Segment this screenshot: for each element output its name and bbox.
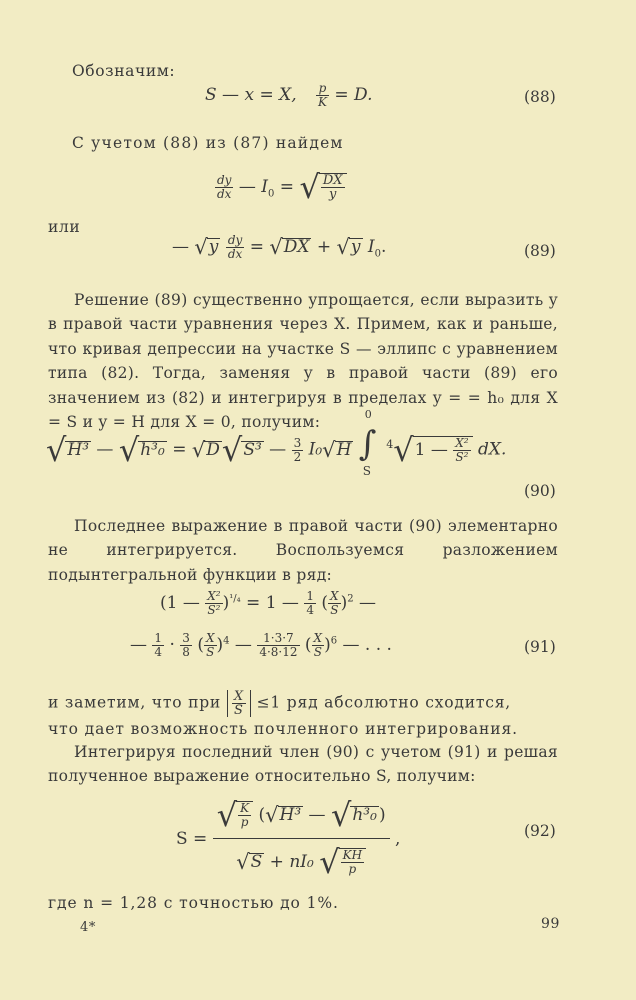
eq88-num: p <box>318 81 327 95</box>
paragraph-solution <box>48 288 558 434</box>
abs-den: S <box>233 703 244 718</box>
eq91-f4n: 1·3·7 <box>257 632 299 646</box>
para3-a: и заметим, что при <box>48 693 222 712</box>
eq90-minus: — <box>91 439 119 460</box>
signature-mark: 4* <box>80 920 96 935</box>
eq92-plus: + nI₀ <box>264 852 314 872</box>
paragraph-solution-text: Решение (89) существенно упрощается, если выразить y в правой части уравнения через X. Примем, как и раньше, что кривая депрессии на участке S — эллипс с уравнением типа (82). Тогда, заменяя y в правой части (89) его значением из (82) и интегрируя в пределах y = = h₀ для X = S и y = H для X = 0, получим: <box>48 291 558 432</box>
eq91-f4d: 4·8·12 <box>259 645 298 659</box>
sqrt-symbol: √ <box>221 430 243 469</box>
eq88-lhs: S — x = X, <box>205 85 297 105</box>
eq91-x2: X² <box>207 589 221 603</box>
eq89-y: y <box>208 237 219 257</box>
para3-b: ≤1 ряд абсолютно сходится, <box>256 693 512 712</box>
integral-lower: S <box>362 464 372 478</box>
intro-label: Обозначим: <box>72 62 176 80</box>
paragraph-series-text: Последнее выражение в правой части (90) элементарно не интегрируется. Воспользуемся разложением подынтегральной функции в ряд: <box>48 517 558 584</box>
eq90-s3: S³ <box>243 439 262 460</box>
eq89-i0: I <box>362 237 375 257</box>
with-88-text: С учетом (88) из (87) найдем <box>72 134 344 152</box>
eq91-f2n: 1 <box>154 631 163 645</box>
sqrt-symbol: √ <box>336 235 350 259</box>
abs-num: X <box>233 689 244 704</box>
eq92-p: p <box>240 815 249 829</box>
equation-91-line2: — $\frac{1}{4}$ · $\frac{3}{8}$ ( $\frac{X}{S}$ )$^4$ — $\frac{1\cdot 3\cdot 7}{4\cdot 8\cdot 12}$ ( $\frac{X}{S}$ )$^6$ — . . . <box>130 631 392 659</box>
eq89-y2: y <box>350 237 361 257</box>
eq90-dx: dX. <box>472 439 507 460</box>
sqrt-symbol: √ <box>319 843 340 881</box>
eq91-l2-minus: — <box>130 635 153 655</box>
eq90-h: H <box>336 439 352 460</box>
eq92-kh: KH <box>342 848 363 862</box>
eq89-dot: . <box>381 237 387 257</box>
equation-87-derived <box>215 168 347 206</box>
equation-number-91: (91) <box>524 638 556 656</box>
paragraph-convergence-line2: что дает возможность почленного интегрирования. <box>48 720 518 738</box>
eq90-num: 3 <box>293 435 302 450</box>
eq91-ellipsis: — . . . <box>337 635 392 655</box>
eq92-s: S = <box>176 828 208 849</box>
eq90-h3: H³ <box>67 439 90 460</box>
eq91-xs-n3: X <box>313 631 323 645</box>
eq89-minus: — <box>172 237 195 257</box>
equation-90 <box>46 408 507 478</box>
eq92-den-s: S <box>250 852 263 872</box>
equation-number-88: (88) <box>524 88 556 106</box>
final-line: где n = 1,28 с точностью до 1%. <box>48 894 339 912</box>
eq90-minus2: — <box>263 439 292 460</box>
integral-sign <box>358 408 381 478</box>
paragraph-convergence-line1 <box>48 690 511 717</box>
eq90-one-minus: 1 — <box>414 439 448 460</box>
eq91-pow: ¹/₄ <box>229 593 241 605</box>
eq89-num: dy <box>227 233 243 247</box>
eq91-close: ) <box>222 593 230 613</box>
eq89-dx: DX <box>283 237 310 257</box>
eq91-pow4: 4 <box>223 635 230 647</box>
sqrt-symbol: √ <box>194 235 208 259</box>
eq90-x2: X² <box>455 435 469 450</box>
sqrt-symbol: √ <box>330 796 352 834</box>
eq91-xs-d3: S <box>313 645 322 659</box>
sqrt-symbol: √ <box>299 168 320 206</box>
paragraph-final-text: Интегрируя последний член (90) с учетом (91) и решая полученное выражение относительно S, получим: <box>48 743 558 786</box>
eq88-rhs: = D. <box>334 85 373 105</box>
integral-upper: 0 <box>364 408 372 421</box>
eq91-xs-n: X <box>330 589 339 603</box>
eq91-f1d: 4 <box>306 603 314 617</box>
eq91-s2: S² <box>207 603 221 617</box>
eq87b-num: dy <box>217 173 232 187</box>
eq87b-den: dx <box>217 187 232 201</box>
page-number: 99 <box>541 916 561 932</box>
eq87b-rad-den: y <box>328 187 337 202</box>
eq92-k: K <box>240 801 250 815</box>
eq89-sub: 0 <box>374 248 382 260</box>
eq91-tail: — <box>353 593 376 613</box>
eq91-f2d: 4 <box>154 645 163 659</box>
eq91-mid: — <box>229 635 258 655</box>
eq91-eq: = 1 — <box>240 593 305 613</box>
equation-92 <box>176 796 400 881</box>
eq91-sq: 2 <box>347 593 354 605</box>
eq90-h03: h³₀ <box>140 439 165 460</box>
eq91-dot: · <box>164 635 181 655</box>
sqrt-symbol: √ <box>216 796 238 834</box>
or-label: или <box>48 218 81 236</box>
sqrt-symbol: √ <box>191 437 206 462</box>
eq92-numerator: √ $\frac{K}{p}$ (√H³ — √h³₀ ) <box>213 796 390 839</box>
eq92-minus: — <box>303 805 331 825</box>
eq91-xs-d: S <box>330 603 339 617</box>
equation-number-89: (89) <box>524 242 556 260</box>
sqrt-symbol: √ <box>118 430 140 469</box>
abs-value <box>227 690 251 717</box>
eq90-d: D <box>206 439 220 460</box>
eq91-f1n: 1 <box>306 589 314 603</box>
eq91-xs-n2: X <box>205 631 215 645</box>
eq90-den: 2 <box>293 449 302 464</box>
eq92-comma: , <box>394 828 401 849</box>
eq87b-sub: 0 <box>268 188 275 200</box>
eq91-pow6: 6 <box>330 635 338 647</box>
eq92-denominator <box>213 839 390 881</box>
eq87b-rad-num: DX <box>322 173 343 188</box>
eq90-root-index: 4 <box>386 437 394 451</box>
eq90-eq: = <box>166 439 192 460</box>
equation-number-92: (92) <box>524 822 556 840</box>
eq91-f3d: 8 <box>182 645 190 659</box>
equation-88 <box>205 82 372 109</box>
eq90-s2: S² <box>455 449 469 464</box>
sqrt-symbol: √ <box>265 803 279 827</box>
eq90-i0: I₀ <box>303 439 323 460</box>
eq91-f3n: 3 <box>182 631 190 645</box>
eq91-xs-d2: S <box>206 645 215 659</box>
eq88-den: K <box>318 95 327 109</box>
eq92-p2: p <box>348 862 357 876</box>
equation-number-90: (90) <box>524 482 556 500</box>
eq92-h3: H³ <box>279 805 302 825</box>
sqrt-symbol: √ <box>236 850 250 874</box>
eq92-fraction <box>213 796 390 881</box>
equation-89 <box>172 234 386 261</box>
eq89-eq: = <box>249 237 270 257</box>
sqrt-symbol: √ <box>269 235 283 259</box>
paragraph-series <box>48 514 558 587</box>
eq89-plus: + <box>311 237 337 257</box>
sqrt-symbol: √ <box>393 430 414 469</box>
sqrt-symbol: √ <box>322 437 336 462</box>
eq89-den: dx <box>227 247 243 261</box>
integral-icon: ∫ <box>358 424 377 464</box>
eq87b-eq: = <box>279 177 300 197</box>
eq87b-minus: — I <box>238 177 268 197</box>
sqrt-symbol: √ <box>46 430 67 469</box>
eq92-h03: h³₀ <box>352 805 377 825</box>
equation-91-line1: (1 — $\frac{\text{X²}}{\text{S²}}$ )$^{^1/_4}$ = 1 — $\frac{1}{4}$ ( $\frac{X}{S}$ )$^2$ — <box>160 589 376 617</box>
eq91-open: (1 — <box>160 593 200 613</box>
paragraph-final <box>48 740 558 789</box>
